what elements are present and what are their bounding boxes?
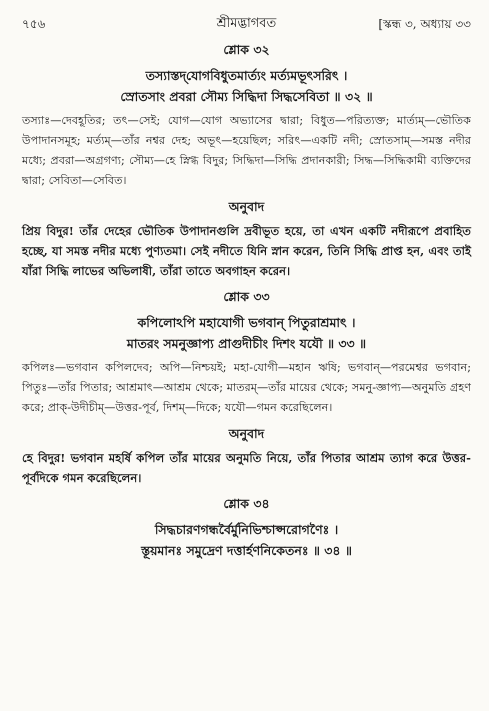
- verse-33-text: [22, 312, 471, 354]
- verse-34-line-1: সিদ্ধচারণগন্ধর্বৈর্মুনিভিশ্চাপ্সরোগণৈঃ ।: [154, 522, 339, 537]
- book-title: শ্রীমদ্ভাগবত: [216, 16, 277, 31]
- verse-32-heading: শ্লোক ৩২: [223, 42, 270, 57]
- verse-33-synonyms: কপিলঃ—ভগবান কপিলদেব; অপি—নিশ্চয়ই; মহা-যোগী—মহান ঋষি; ভগবান্—পরমেশ্বর ভগবান; পিতুঃ—তাঁর পিতার; আশ্রমাৎ—আশ্রম থেকে; মাতরম্—তাঁর মায়ের থেকে; সমনু-জ্ঞাপ্য—অনুমতি গ্রহণ করে; প্রাক্-উদীচীম্—উত্তর-পূর্ব, দিশম্—দিকে; যযৌ—গমন করেছিলেন।: [22, 361, 471, 414]
- verse-33-translation: হে বিদুর! ভগবান মহর্ষি কপিল তাঁর মায়ের অনুমতি নিয়ে, তাঁর পিতার আশ্রম ত্যাগ করে উত্তর-পূর্বদিকে গমন করেছিলেন।: [22, 451, 471, 485]
- page-header: [22, 14, 471, 36]
- chapter-reference: [স্কন্ধ ৩, অধ্যায় ৩৩: [378, 17, 471, 31]
- verse-32-text: [22, 65, 471, 107]
- verse-32-line-2: স্রোতসাং প্রবরা সৌম্য সিদ্ধিদা সিদ্ধসেবিতা ॥ ৩২ ॥: [120, 89, 373, 104]
- verse-32-translation: প্রিয় বিদুর! তাঁর দেহের ভৌতিক উপাদানগুলি দ্রবীভূত হয়ে, তা এখন একটি নদীরূপে প্রবাহিত হচ্ছে, যা সমস্ত নদীর মধ্যে পুণ্যতমা। সেই নদীতে যিনি স্নান করেন, তিনি সিদ্ধি প্রাপ্ত হন, এবং তাই যাঁরা সিদ্ধি লাভের অভিলাষী, তাঁরা তাতে অবগাহন করেন।: [22, 224, 471, 278]
- verse-33-line-1: কপিলোঽপি মহাযোগী ভগবান্ পিতুরাশ্রমাৎ ।: [137, 315, 356, 330]
- verse-34-heading: শ্লোক ৩৪: [223, 496, 270, 511]
- verse-33-heading: শ্লোক ৩৩: [223, 289, 270, 304]
- verse-32-translation-heading: অনুবাদ: [228, 199, 265, 214]
- verse-34-line-2: স্তূয়মানঃ সমুদ্রেণ দত্তার্হণনিকেতনঃ ॥ ৩৪ ॥: [141, 543, 352, 558]
- verse-33-line-2: মাতরং সমনুজ্ঞাপ্য প্রাগুদীচীং দিশং যযৌ ॥ ৩৩ ॥: [126, 336, 367, 351]
- page-number: ৭৫৬: [22, 17, 46, 31]
- verse-34-text: [22, 519, 471, 561]
- verse-32-line-1: তস্যাস্তদ্‌যোগবিধুতমার্ত্যং মর্ত্যমভূৎসরিৎ ।: [145, 68, 348, 83]
- verse-33-translation-heading: অনুবাদ: [228, 426, 265, 441]
- scripture-page: [22, 14, 471, 561]
- verse-32-synonyms: তস্যাঃ—দেবহূতির; তৎ—সেই; যোগ—যোগ অভ্যাসের দ্বারা; বিধুত—পরিত্যক্ত; মার্ত্যম্—ভৌতিক উপাদানসমূহ; মর্ত্যম্—তাঁর নশ্বর দেহ; অভূৎ—হয়েছিল; সরিৎ—একটি নদী; স্রোতসাম্—সমস্ত নদীর মধ্যে; প্রবরা—অগ্রগণ্য; সৌম্য—হে স্নিগ্ধ বিদুর; সিদ্ধিদা—সিদ্ধি প্রদানকারী; সিদ্ধ—সিদ্ধিকামী ব্যক্তিদের দ্বারা; সেবিতা—সেবিত।: [22, 114, 471, 187]
